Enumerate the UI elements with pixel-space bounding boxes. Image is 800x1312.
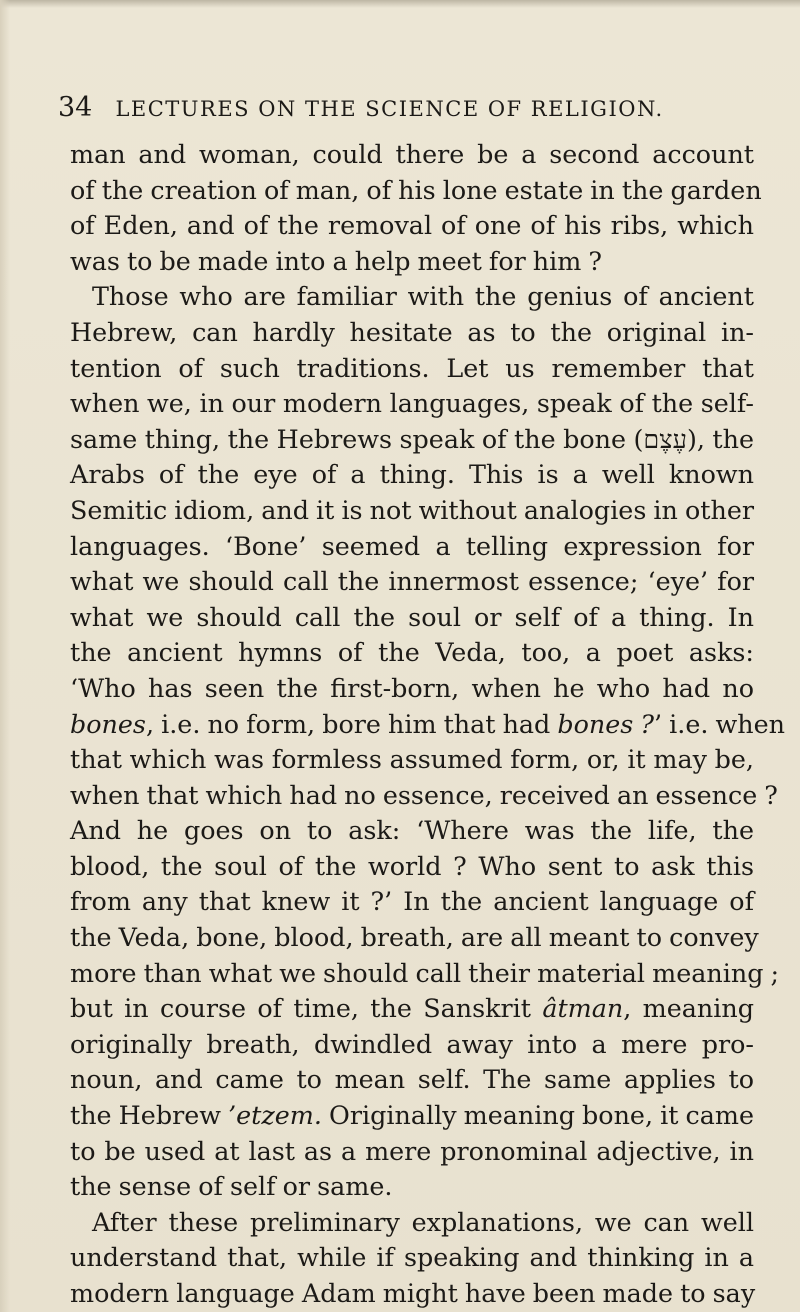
text-line bbox=[70, 1062, 754, 1098]
text-segment: Arabs of the eye of a thing. This is a well known bbox=[70, 459, 754, 490]
text-segment: Originally meaning bone, it came bbox=[321, 1100, 754, 1131]
text-line bbox=[70, 778, 778, 814]
text-segment: And he goes on to ask: ‘Where was the life, the bbox=[70, 815, 754, 846]
text-segment: languages. ‘Bone’ seemed a telling expression for bbox=[70, 530, 754, 561]
text-line bbox=[70, 991, 754, 1027]
text-line bbox=[70, 1098, 754, 1134]
text-segment: the ancient hymns of the Veda, too, a poet asks: bbox=[70, 637, 754, 668]
page-top-shadow bbox=[0, 0, 800, 8]
text-segment: when we, in our modern languages, speak of the self- bbox=[70, 388, 754, 419]
text-segment: when that which had no essence, received an essence ? bbox=[70, 779, 778, 810]
text-line bbox=[70, 208, 754, 244]
text-line bbox=[70, 244, 754, 280]
text-segment: man and woman, could there be a second account bbox=[70, 139, 754, 169]
text-line bbox=[70, 884, 754, 920]
text-segment: ‘Who has seen the first-born, when he who had no bbox=[70, 672, 754, 703]
text-segment: the Veda, bone, blood, breath, are all meant to convey bbox=[70, 922, 759, 953]
italic-text: bones bbox=[70, 708, 146, 739]
text-segment: , i.e. no form, bore him that had bbox=[145, 708, 558, 739]
text-segment: Semitic idiom, and it is not without analogies in other bbox=[70, 494, 754, 525]
text-segment: same thing, the Hebrews speak of the bone (עֶצֶם), the bbox=[70, 423, 755, 454]
text-line bbox=[70, 279, 754, 315]
text-line bbox=[70, 1169, 754, 1205]
text-segment: of the creation of man, of his lone estate in the garden bbox=[70, 174, 762, 205]
text-line bbox=[70, 529, 754, 565]
page-number: 34 bbox=[58, 92, 93, 123]
italic-text: âtman bbox=[542, 993, 624, 1024]
text-segment: modern language Adam might have been made to say bbox=[70, 1278, 756, 1308]
italic-text: bones ? bbox=[557, 708, 655, 739]
running-head bbox=[58, 92, 758, 128]
text-line bbox=[70, 457, 754, 493]
text-segment: more than what we should call their material meaning ; bbox=[70, 957, 780, 988]
text-line bbox=[70, 956, 780, 992]
text-line bbox=[70, 422, 754, 458]
text-line bbox=[70, 671, 754, 707]
text-line bbox=[70, 1240, 754, 1276]
text-segment: blood, the soul of the world ? Who sent to ask this bbox=[70, 850, 754, 881]
text-line bbox=[70, 315, 754, 351]
italic-text: ’etzem. bbox=[228, 1100, 322, 1131]
text-line bbox=[70, 1027, 754, 1063]
text-line bbox=[70, 564, 754, 600]
text-segment: noun, and came to mean self. The same applies to bbox=[70, 1064, 754, 1095]
text-line bbox=[70, 173, 762, 209]
text-line bbox=[70, 493, 754, 529]
text-line bbox=[70, 1205, 754, 1241]
text-line bbox=[70, 1134, 754, 1170]
text-line bbox=[70, 849, 754, 885]
text-segment: the Hebrew bbox=[70, 1100, 229, 1131]
text-line bbox=[70, 351, 754, 387]
text-segment: to be used at last as a mere pronominal adjective, in bbox=[70, 1135, 754, 1166]
text-segment: Hebrew, can hardly hesitate as to the original in- bbox=[70, 316, 754, 347]
text-segment: tention of such traditions. Let us remember that bbox=[70, 352, 754, 383]
text-line bbox=[70, 813, 754, 849]
text-segment: the sense of self or same. bbox=[70, 1171, 393, 1202]
text-line bbox=[70, 742, 754, 778]
text-segment: Those who are familiar with the genius of ancient bbox=[92, 281, 754, 312]
text-line bbox=[70, 386, 754, 422]
page-gutter-shadow bbox=[0, 0, 10, 1312]
text-line bbox=[70, 1276, 754, 1312]
text-segment: understand that, while if speaking and thinking in a bbox=[70, 1242, 754, 1273]
text-line bbox=[70, 137, 754, 173]
text-segment: but in course of time, the Sanskrit bbox=[70, 993, 543, 1024]
text-segment: that which was formless assumed form, or, it may be, bbox=[70, 744, 754, 775]
text-segment: After these preliminary explanations, we can well bbox=[92, 1206, 754, 1237]
text-segment: what we should call the soul or self of a thing. In bbox=[70, 601, 754, 632]
text-line bbox=[70, 920, 759, 956]
text-segment: originally breath, dwindled away into a mere pro- bbox=[70, 1028, 754, 1059]
text-segment: was to be made into a help meet for him ? bbox=[70, 245, 603, 276]
text-segment: from any that knew it ?’ In the ancient language of bbox=[70, 886, 754, 917]
text-line bbox=[70, 600, 754, 636]
text-segment: ’ i.e. when bbox=[654, 708, 785, 739]
text-segment: of Eden, and of the removal of one of his ribs, which bbox=[70, 210, 754, 241]
text-line bbox=[70, 707, 785, 743]
text-segment: what we should call the innermost essence; ‘eye’ for bbox=[70, 566, 754, 597]
text-segment: , meaning bbox=[623, 993, 754, 1024]
body-text bbox=[70, 137, 785, 1312]
running-title: LECTURES ON THE SCIENCE OF RELIGION. bbox=[115, 97, 664, 121]
text-line bbox=[70, 635, 754, 671]
